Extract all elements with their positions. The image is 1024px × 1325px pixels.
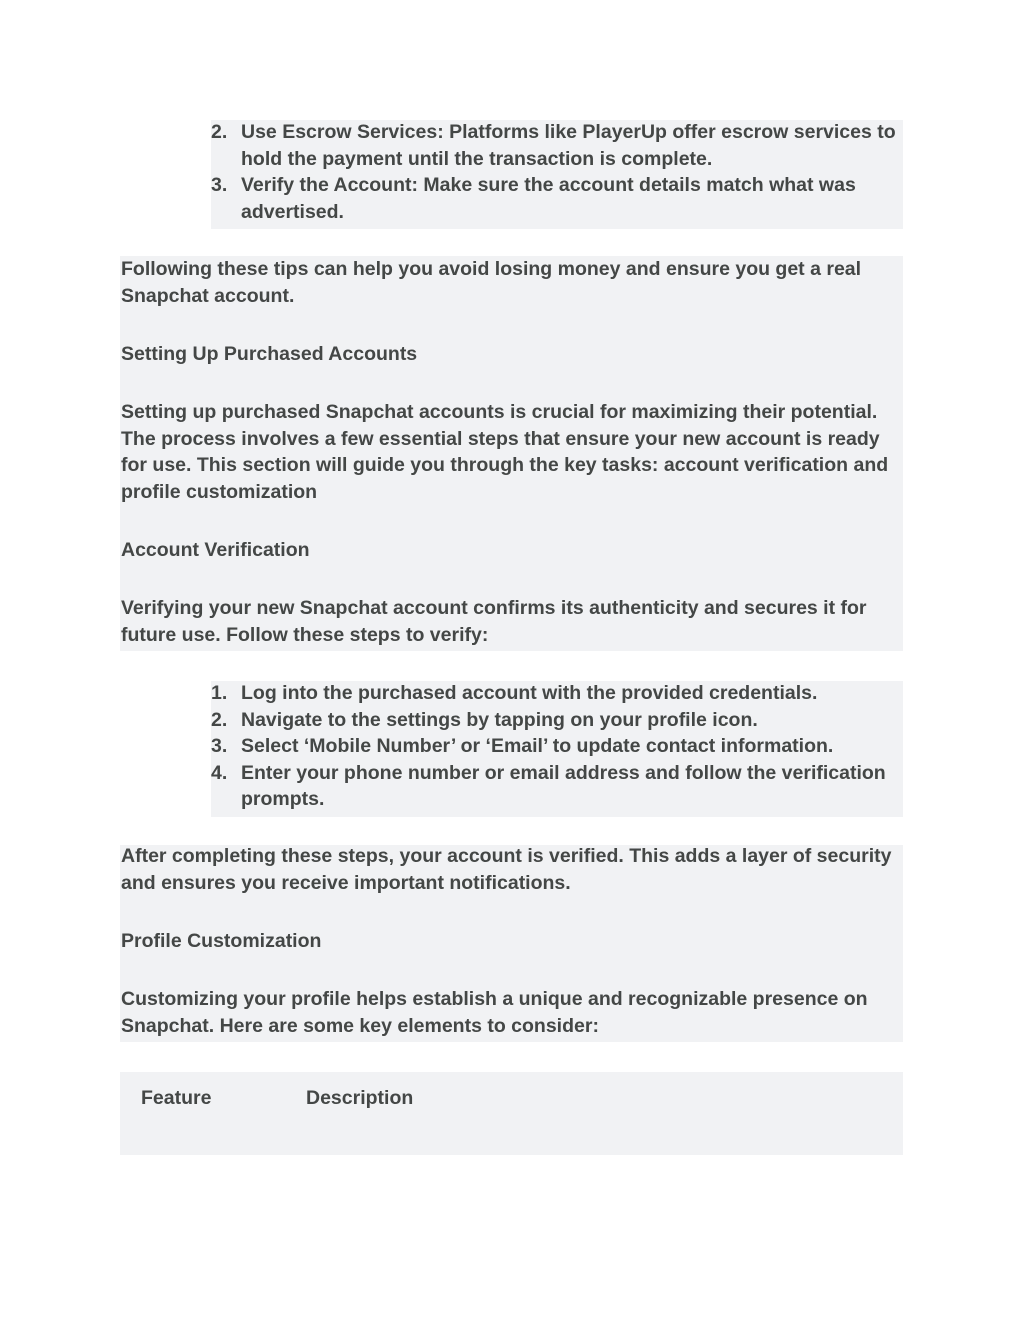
numbered-list-verification-steps xyxy=(211,680,901,813)
list-item-text: Navigate to the settings by tapping on your profile icon. xyxy=(241,708,758,731)
list-item-text: Verify the Account: Make sure the account details match what was advertised. xyxy=(241,174,856,223)
list-item xyxy=(211,733,901,760)
customization-intro-paragraph: Customizing your profile helps establish a unique and recognizable presence on Snapchat. Here are some key elements to consider: xyxy=(121,988,868,1037)
table-header-feature: Feature xyxy=(141,1087,212,1109)
section-heading: Setting Up Purchased Accounts xyxy=(121,343,418,365)
list-item-text: Enter your phone number or email address and follow the verification prompts. xyxy=(241,761,886,810)
subsection-heading: Profile Customization xyxy=(121,930,322,952)
verification-complete-paragraph: After completing these steps, your account is verified. This adds a layer of security and ensures you receive important notifications. xyxy=(121,845,892,894)
list-item-number: 3. xyxy=(211,174,228,196)
list-item xyxy=(211,680,901,707)
list-item xyxy=(211,707,901,734)
table-header-description: Description xyxy=(306,1087,414,1109)
list-item-number: 3. xyxy=(211,735,228,757)
numbered-list-tips xyxy=(211,119,901,225)
table-background xyxy=(120,1072,903,1155)
list-item xyxy=(211,172,901,225)
verification-intro-paragraph: Verifying your new Snapchat account confirms its authenticity and secures it for future use. Follow these steps to verify: xyxy=(121,597,867,646)
subsection-heading: Account Verification xyxy=(121,539,310,561)
list-item-text: Use Escrow Services: Platforms like PlayerUp offer escrow services to hold the payment until the transaction is complete. xyxy=(241,121,896,170)
list-item-number: 4. xyxy=(211,761,228,784)
list-item-text: Log into the purchased account with the provided credentials. xyxy=(241,682,818,704)
tips-summary-paragraph: Following these tips can help you avoid losing money and ensure you get a real Snapchat account. xyxy=(121,258,862,307)
list-item-number: 1. xyxy=(211,682,228,704)
setup-intro-paragraph: Setting up purchased Snapchat accounts is crucial for maximizing their potential. The process involves a few essential steps that ensure your new account is ready for use. This section will guide you through the key tasks: account verification and profile customization xyxy=(121,401,889,503)
list-item-text: Select ‘Mobile Number’ or ‘Email’ to update contact information. xyxy=(241,735,834,757)
list-item xyxy=(211,119,901,172)
list-item-number: 2. xyxy=(211,121,228,143)
list-item-number: 2. xyxy=(211,708,228,731)
list-item xyxy=(211,760,901,813)
